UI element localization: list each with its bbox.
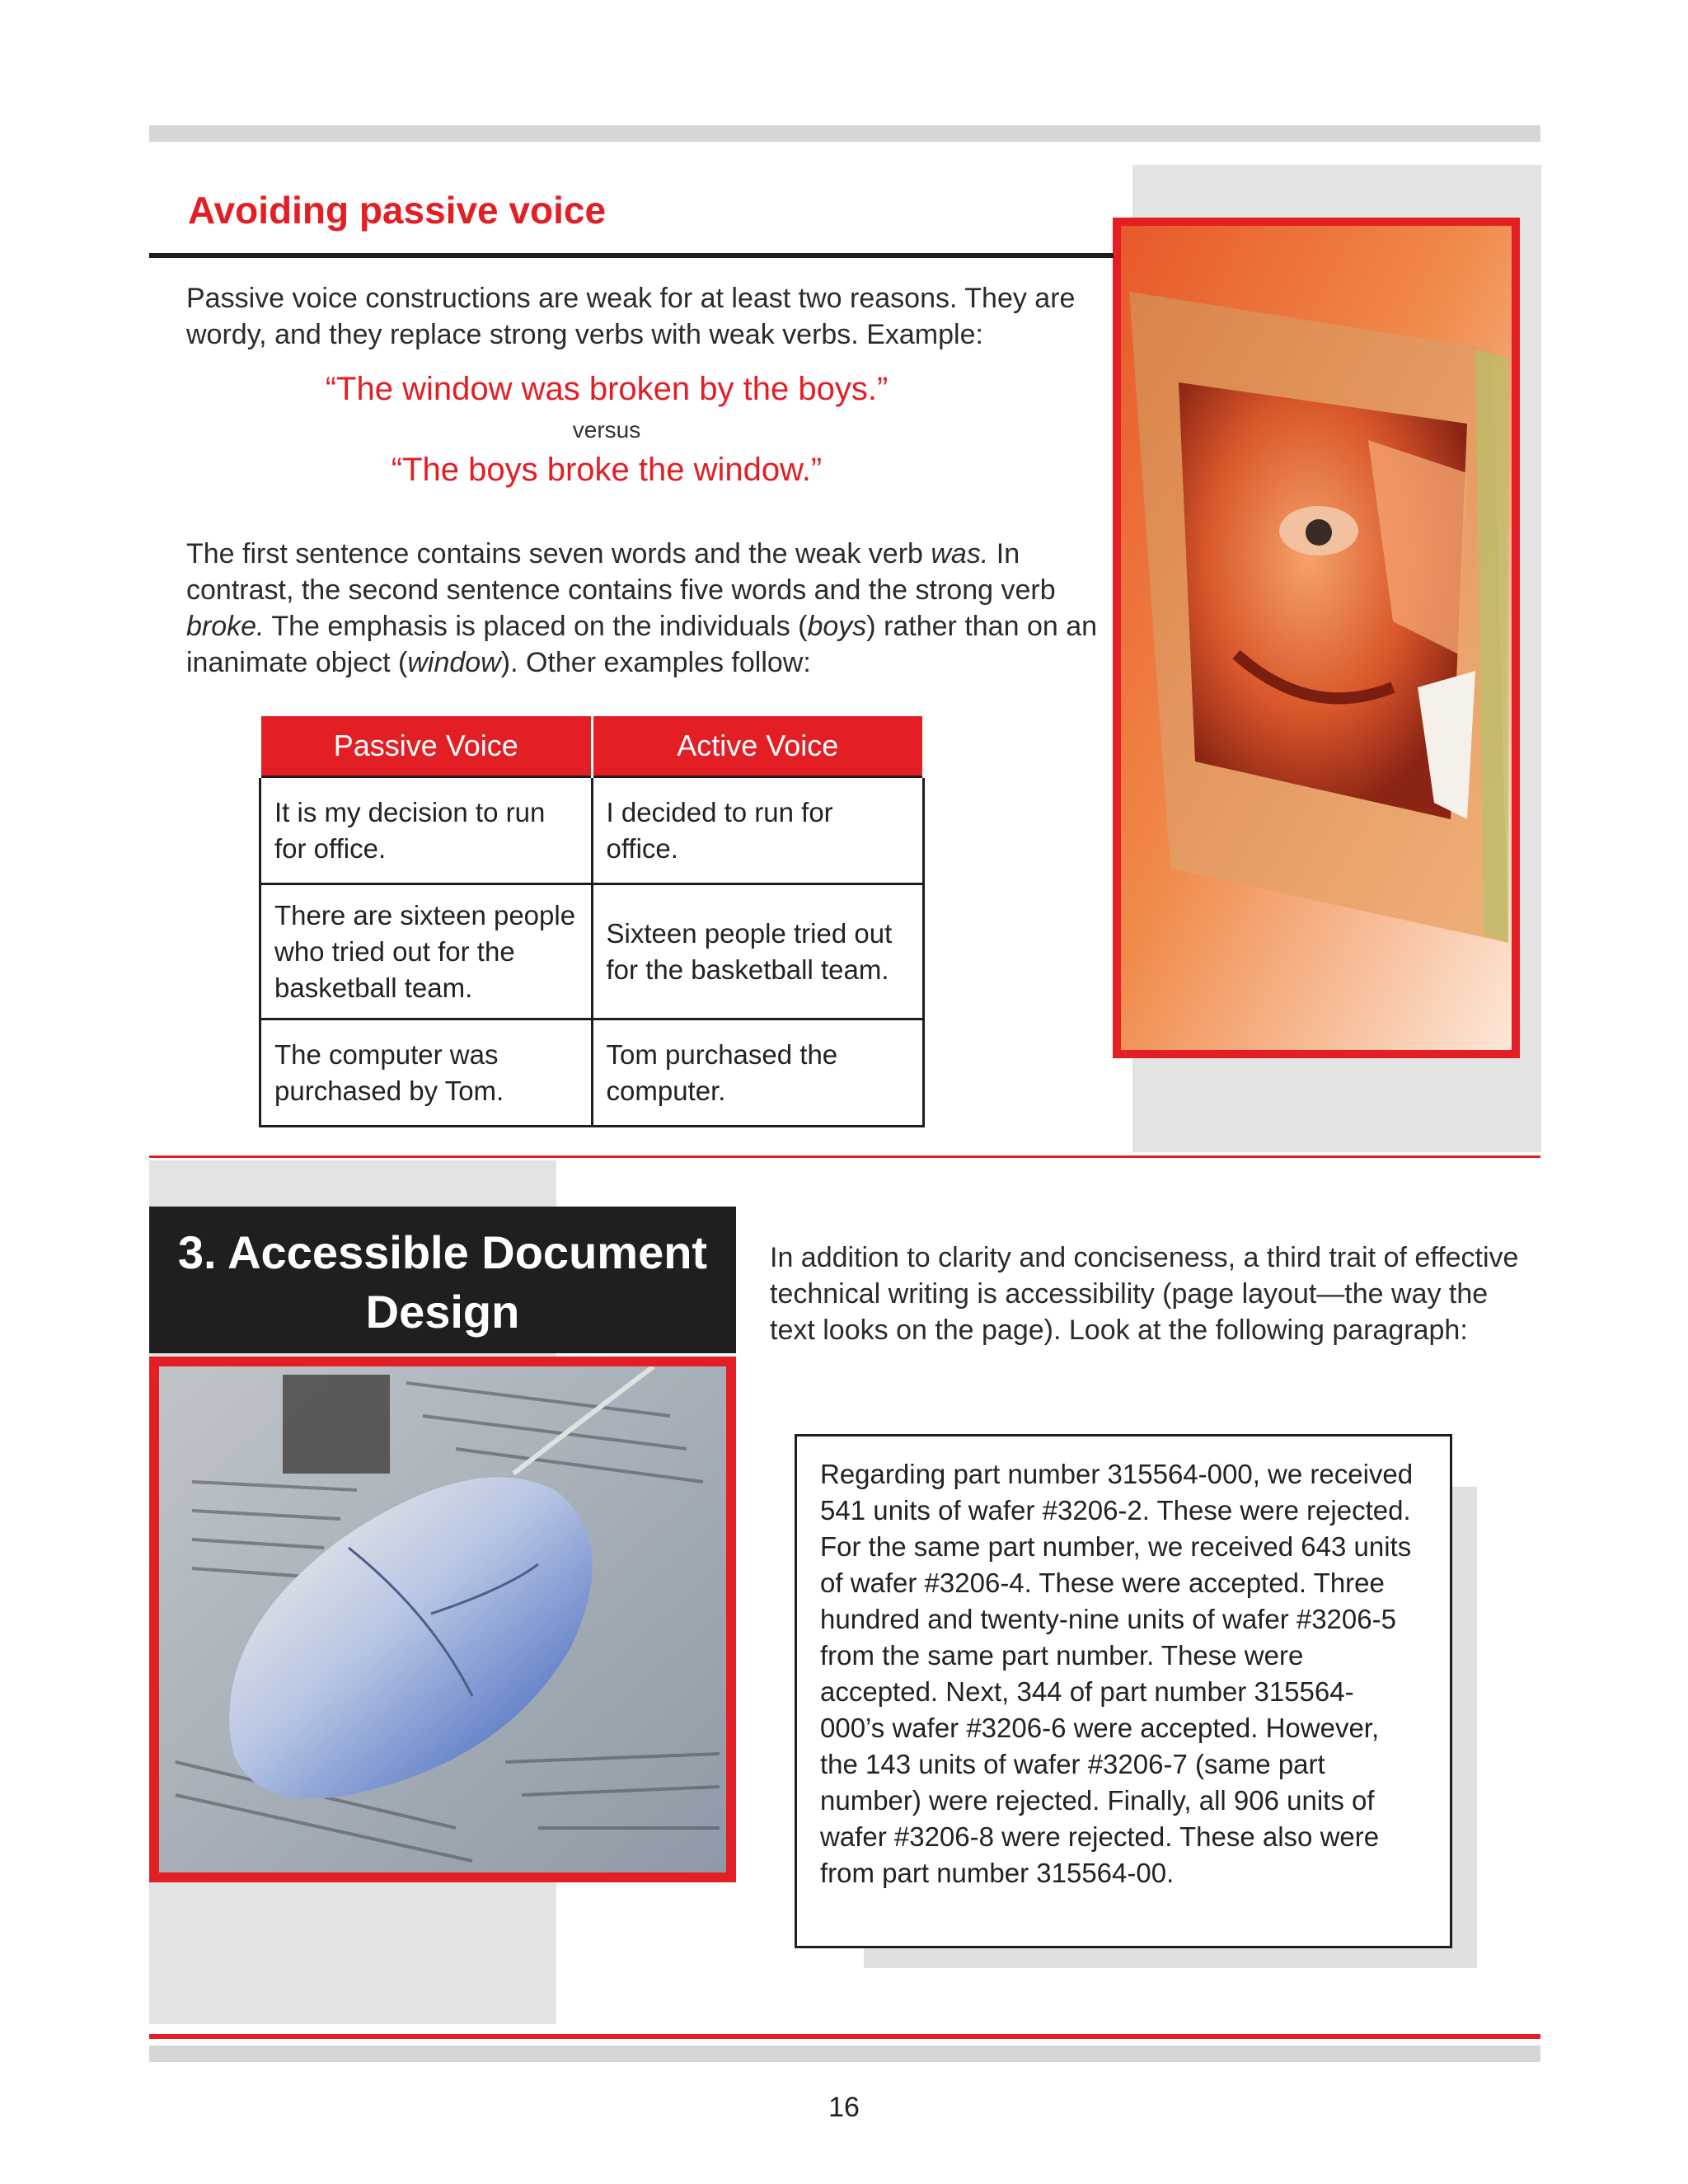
voice-comparison-table [259,714,925,1127]
footer-gray-bar [149,2046,1540,2062]
table-row [260,777,924,884]
emphasis-was: was. [931,538,989,569]
explanation-paragraph [186,536,1109,681]
passive-voice-header: Passive Voice [260,715,593,777]
section-intro-paragraph: In addition to clarity and conciseness, a third trait of effective technical writing is accessibility (page layout—the way the text looks on the page). Look at the following paragraph: [770,1242,1519,1346]
explanation-text: ). Other examples follow: [500,647,811,678]
explanation-text: ) rather than on an inanimate object ( [186,611,1098,678]
active-cell: Tom purchased the computer. [592,1019,924,1127]
page-number: 16 [828,2092,860,2123]
table-row [260,884,924,1019]
versus-label: versus [572,417,641,443]
passive-cell: There are sixteen people who tried out for the basketball team. [260,884,593,1019]
passive-cell: It is my decision to run for office. [260,777,593,884]
active-voice-header: Active Voice [592,715,924,777]
active-cell: I decided to run for office. [592,777,924,884]
explanation-text: The emphasis is placed on the individuals ( [264,611,808,642]
active-cell: Sixteen people tried out for the basketball team. [592,884,924,1019]
section-divider [149,1155,1540,1158]
monitor-face-image [1121,226,1512,1050]
active-example: “The boys broke the window.” [391,452,823,488]
computer-mouse-image [159,1366,726,1872]
passive-example: “The window was broken by the boys.” [325,371,889,407]
sample-paragraph: Regarding part number 315564-000, we received 541 units of wafer #3206-2. These were rejected. For the same part number, we received 643 units of wafer #3206-4. These were accepted. Three hundred and twenty-nine units of wafer #3206-5 from the same part number. These were accepted. Next, 344 of part number 315564-000’s wafer #3206-6 were accepted. However, the 143 units of wafer #3206-7 (same part number) were rejected. Finally, all 906 units of wafer #3206-8 were rejected. These also were from part number 315564-00. [820,1459,1414,1888]
section-heading: Avoiding passive voice [188,189,607,232]
table-header-row [260,715,924,777]
explanation-text: The first sentence contains seven words and the weak verb [186,538,931,569]
passive-cell: The computer was purchased by Tom. [260,1019,593,1127]
sample-paragraph-box [795,1434,1452,1948]
monitor-photo [1113,218,1520,1058]
intro-paragraph: Passive voice constructions are weak for at least two reasons. They are wordy, and they replace strong verbs with weak verbs. Example: [186,283,1076,350]
emphasis-boys: boys [807,611,867,642]
mouse-photo [149,1357,736,1882]
emphasis-broke: broke. [186,611,265,642]
explanation-text: In contrast, the second sentence contains five words and the strong verb [186,538,1056,606]
footer-red-rule [149,2034,1540,2039]
section-title: 3. Accessible Document Design [177,1226,708,1338]
emphasis-window: window [407,647,501,678]
top-bar [149,125,1540,142]
table-row [260,1019,924,1127]
heading-rule [149,253,1114,258]
